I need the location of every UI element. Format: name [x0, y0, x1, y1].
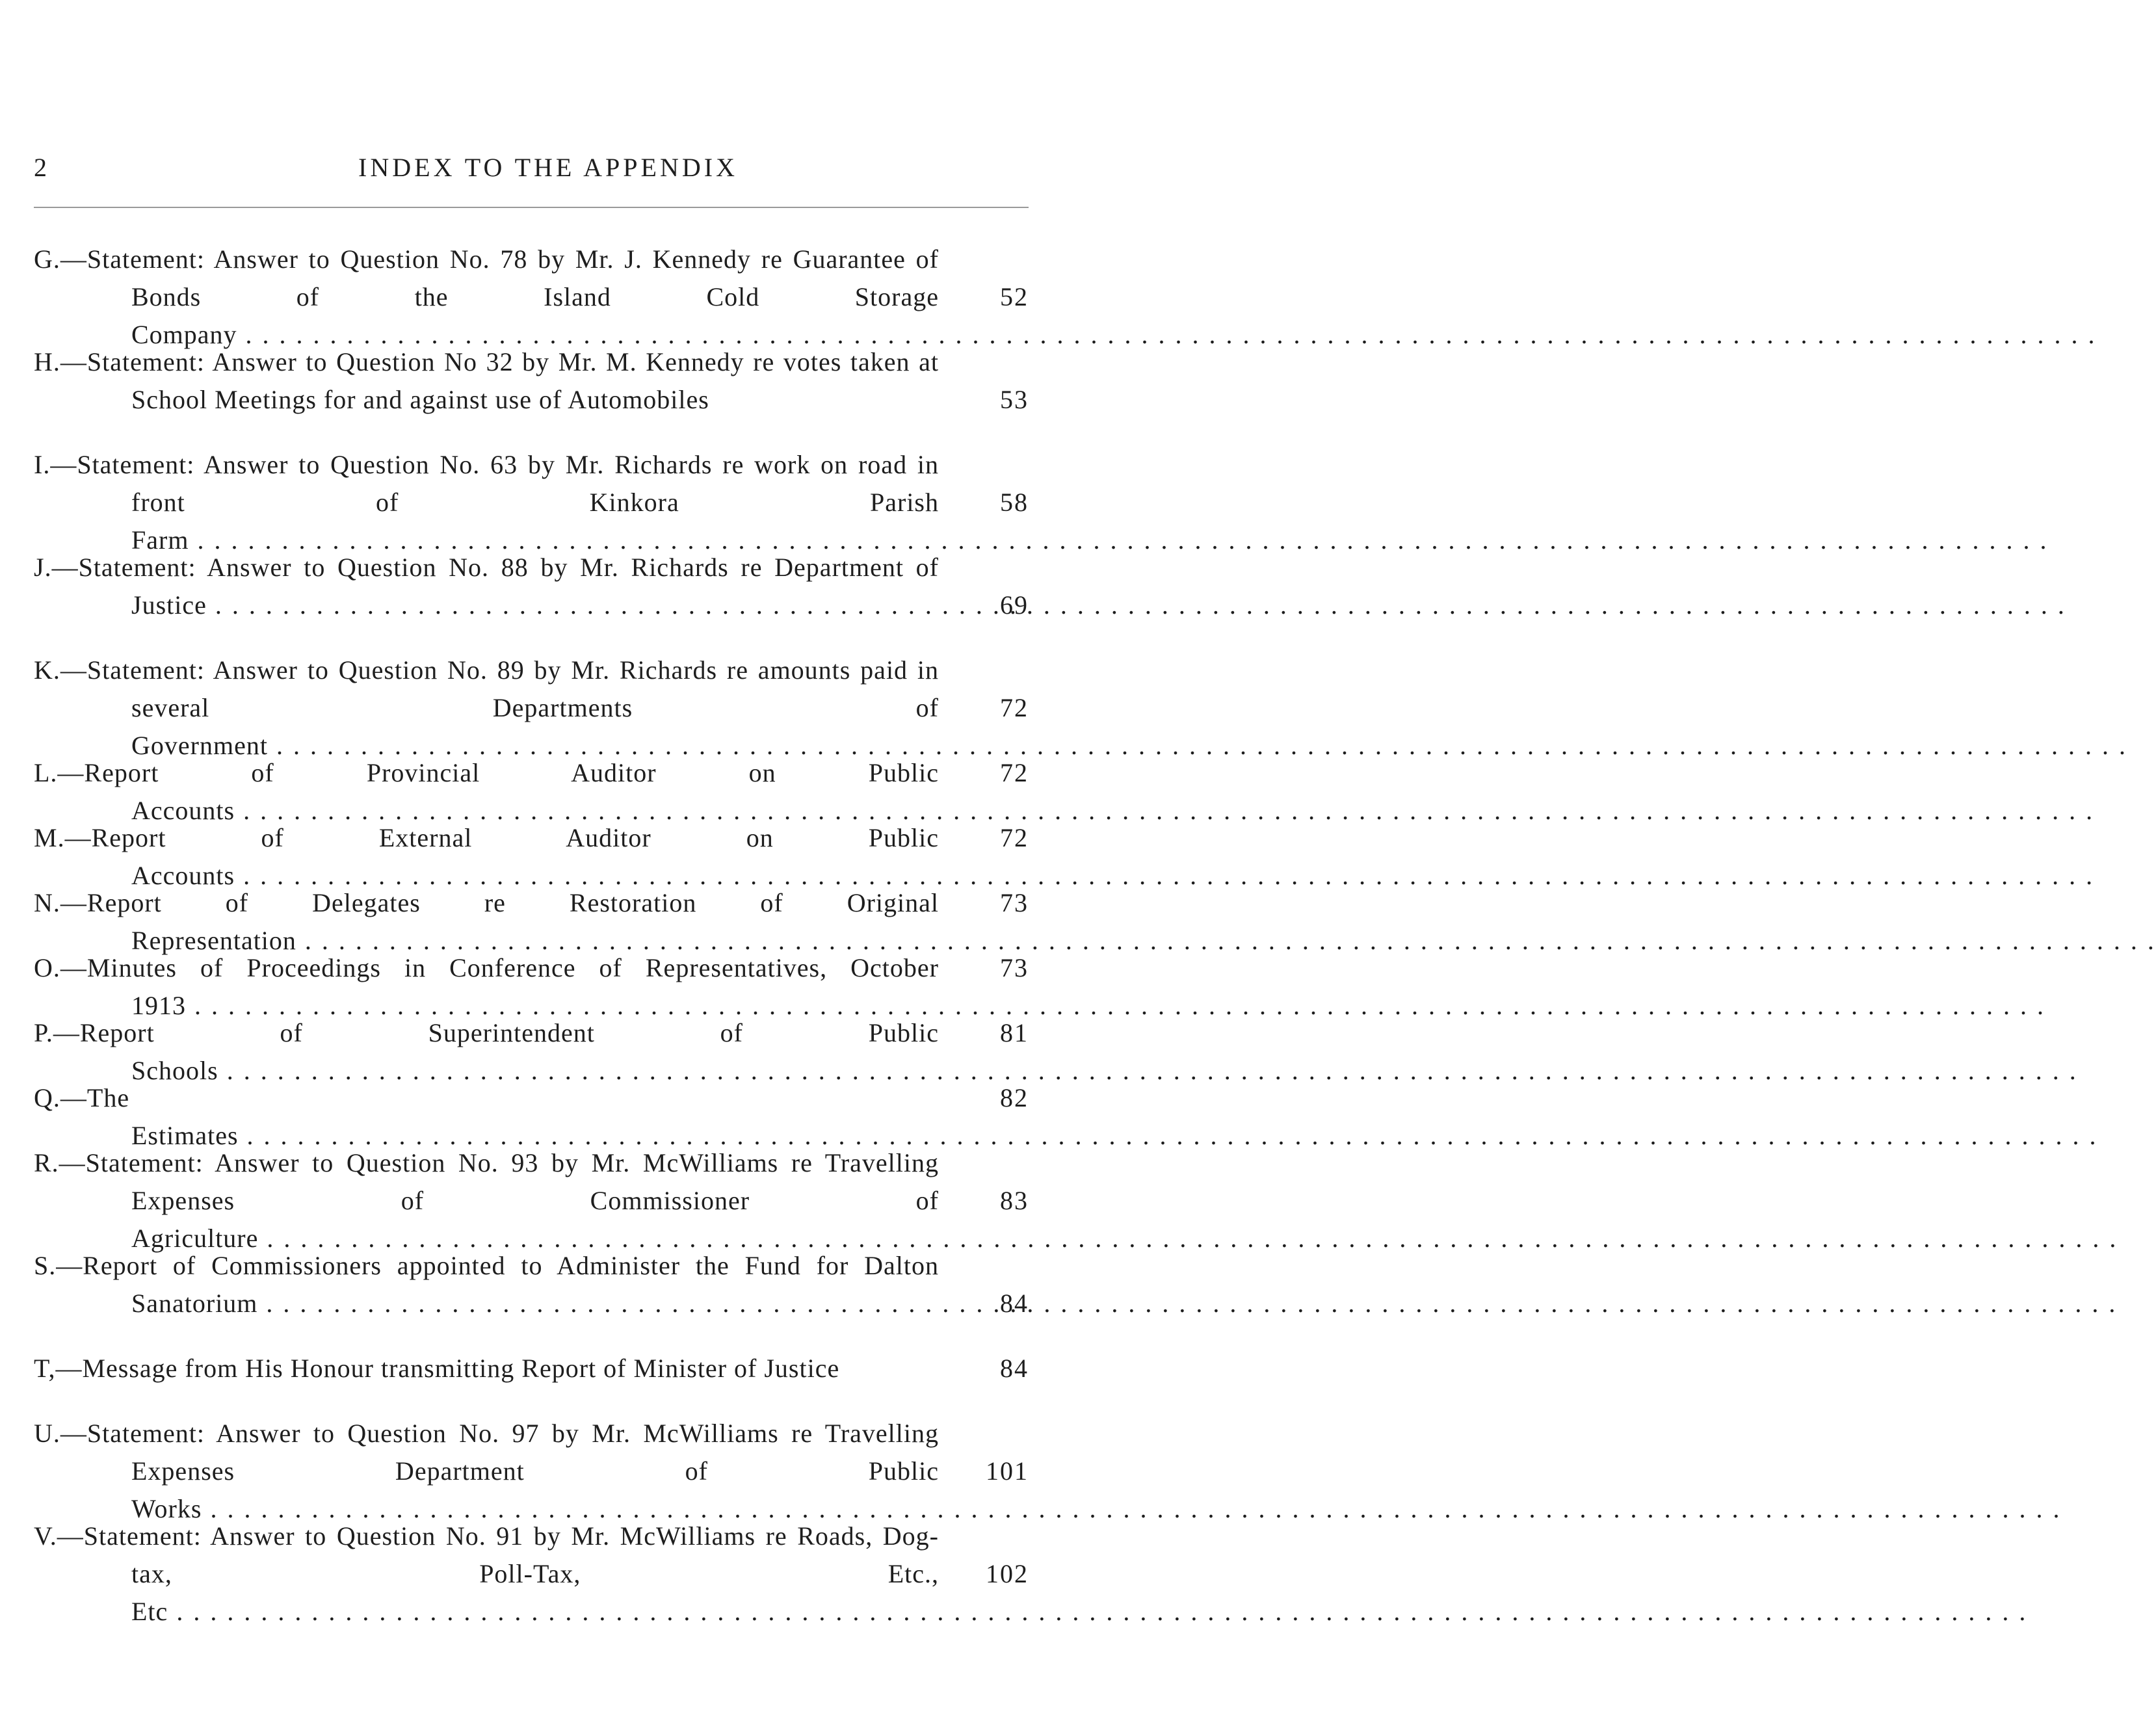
entry-page-ref: 53: [1000, 385, 1029, 414]
entry-title: L.—Report of Provincial Auditor on Public Accounts . . .: [34, 758, 2094, 825]
header-rule: [34, 207, 1029, 208]
index-list: [34, 241, 1029, 1626]
index-entry-n: [34, 884, 1029, 955]
entry-page-ref: 52: [1000, 282, 1029, 311]
entry-page-ref: 81: [1000, 1018, 1029, 1047]
entry-page-ref: 73: [1000, 953, 1029, 982]
entry-page-ref: 69: [1000, 590, 1029, 620]
page-number: 2: [34, 153, 47, 182]
entry-page-ref: 83: [1000, 1186, 1029, 1215]
index-entry-g: [34, 241, 1029, 349]
entry-page-ref: 102: [986, 1559, 1029, 1588]
index-entry-q: [34, 1079, 1029, 1150]
index-entry-i: [34, 446, 1029, 555]
index-entry-m: [34, 819, 1029, 890]
index-entry-j: [34, 549, 1029, 624]
index-entry-v: [34, 1517, 1029, 1626]
entry-title: R.—Statement: Answer to Question No. 93 by Mr. McWilliams re Travelling Expenses of Commissioner of Agriculture . . .: [34, 1148, 2118, 1253]
index-entry-t: [34, 1350, 1029, 1387]
entry-page-ref: 84: [1000, 1354, 1029, 1383]
entry-title: M.—Report of External Auditor on Public Accounts . . .: [34, 823, 2094, 890]
entry-title: T,—Message from His Honour transmitting Report of Minister of Justice: [34, 1354, 840, 1383]
entry-title: J.—Statement: Answer to Question No. 88 by Mr. Richards re Department of Justice . . .: [34, 553, 2066, 620]
index-entry-p: [34, 1014, 1029, 1085]
index-entry-r: [34, 1144, 1029, 1253]
entry-title: Q.—The Estimates . . .: [34, 1083, 2098, 1150]
entry-title: N.—Report of Delegates re Restoration of Original Representation . . .: [34, 888, 2156, 955]
entry-title: K.—Statement: Answer to Question No. 89 by Mr. Richards re amounts paid in several Departments of Government . . .: [34, 655, 2127, 760]
entry-page-ref: 73: [1000, 888, 1029, 917]
entry-page-ref: 101: [986, 1456, 1029, 1486]
index-entry-h: [34, 343, 1029, 419]
entry-page-ref: 82: [1000, 1083, 1029, 1112]
entry-title: U.—Statement: Answer to Question No. 97 by Mr. McWilliams re Travelling Expenses Department of Public Works . . .: [34, 1419, 2061, 1523]
entry-page-ref: 84: [1000, 1289, 1029, 1318]
entry-title: G.—Statement: Answer to Question No. 78 by Mr. J. Kennedy re Guarantee of Bonds of the Island Cold Storage Company . . .: [34, 244, 2097, 349]
entry-title: O.—Minutes of Proceedings in Conference of Representatives, October 1913 . . .: [34, 953, 2045, 1020]
index-entry-s: [34, 1247, 1029, 1322]
index-entry-u: [34, 1415, 1029, 1523]
entry-page-ref: 58: [1000, 488, 1029, 517]
entry-title: S.—Report of Commissioners appointed to Administer the Fund for Dalton Sanatorium . . .: [34, 1251, 2117, 1318]
index-entry-o: [34, 949, 1029, 1020]
entry-title: V.—Statement: Answer to Question No. 91 by Mr. McWilliams re Roads, Dog-tax, Poll-Tax, Etc., Etc . . .: [34, 1521, 2027, 1626]
index-entry-k: [34, 651, 1029, 760]
entry-title: P.—Report of Superintendent of Public Schools . . .: [34, 1018, 2078, 1085]
entry-page-ref: 72: [1000, 758, 1029, 787]
index-entry-l: [34, 754, 1029, 825]
entry-page-ref: 72: [1000, 693, 1029, 722]
entry-title: I.—Statement: Answer to Question No. 63 by Mr. Richards re work on road in front of Kinkora Parish Farm . . .: [34, 450, 2048, 555]
entry-page-ref: 72: [1000, 823, 1029, 852]
entry-title: H.—Statement: Answer to Question No 32 by Mr. M. Kennedy re votes taken at School Meetings for and against use of Automobiles: [34, 347, 939, 414]
running-title: INDEX TO THE APPENDIX: [358, 153, 738, 182]
